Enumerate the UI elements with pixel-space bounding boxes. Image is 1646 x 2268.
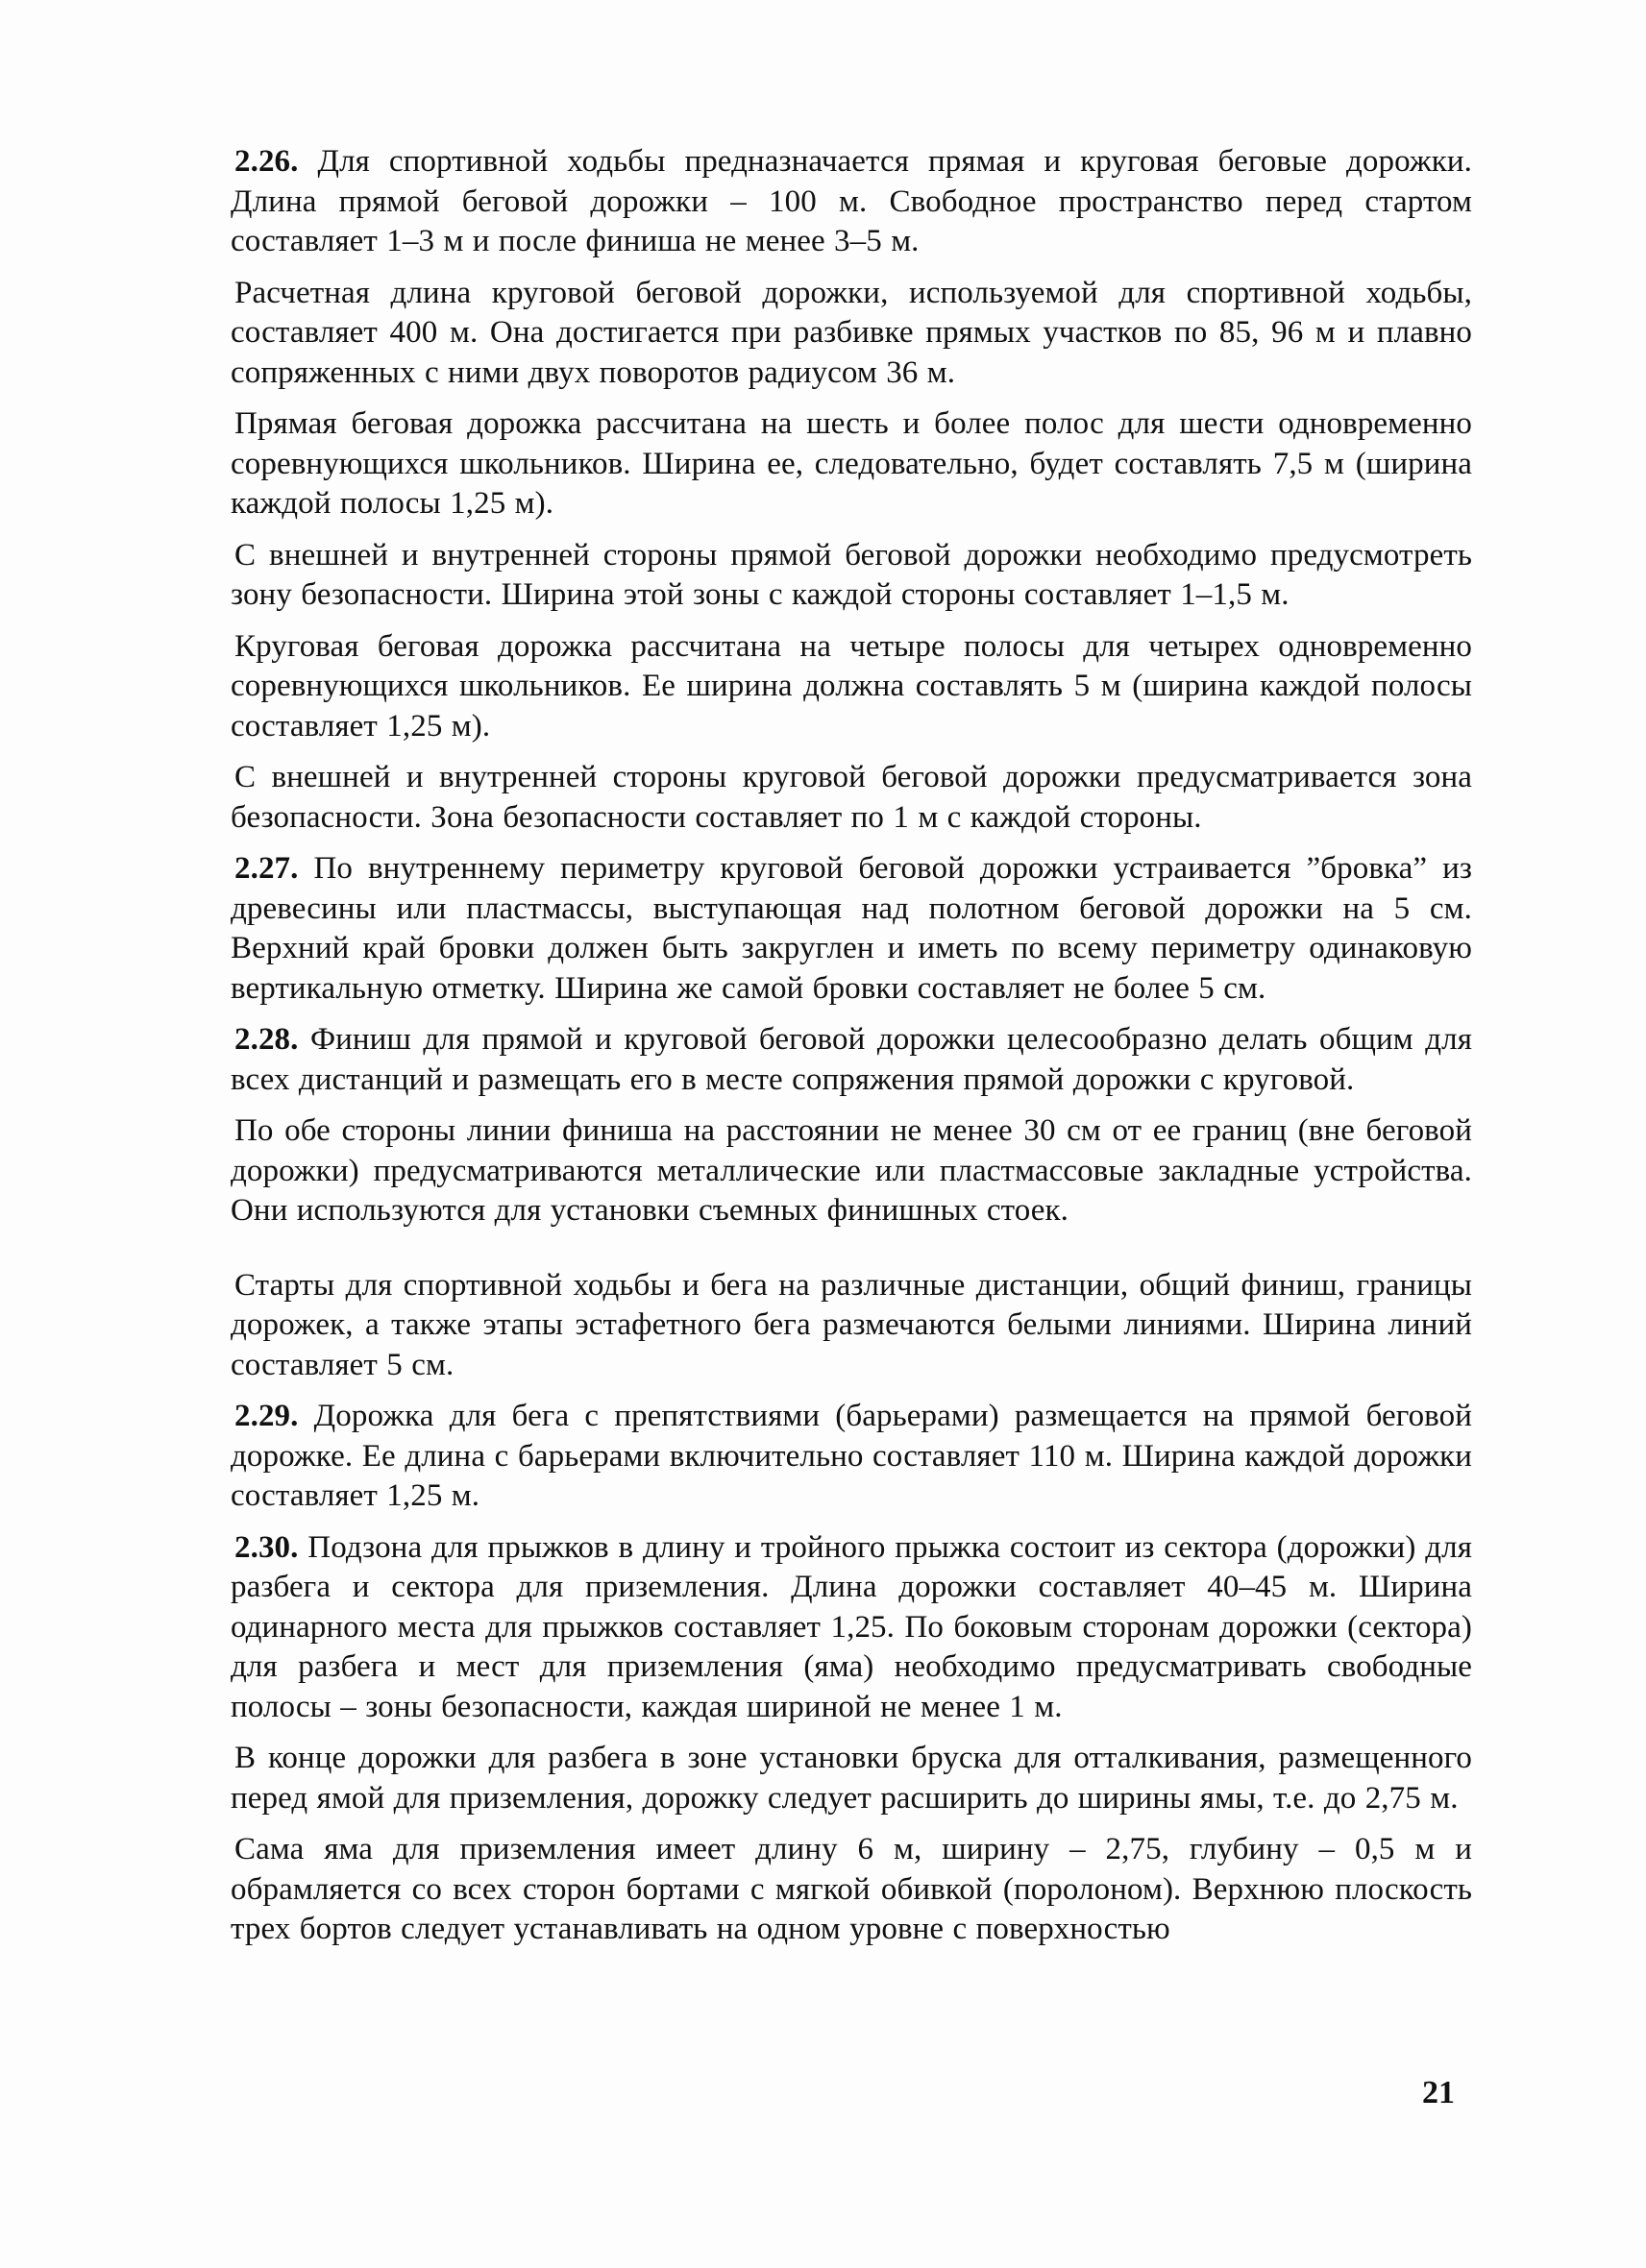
- paragraph-circular-track-lanes: [231, 627, 1472, 747]
- paragraph-landing-pit: [231, 1830, 1472, 1950]
- paragraph-text: Для спортивной ходьбы предназначается прямая и круговая беговые дорожки. Длина прямой беговой дорожки – 100 м. Свободное пространство перед стартом составляет 1–3 м и после финиша не менее 3–5 м.: [231, 144, 1472, 258]
- paragraph-circular-track-length: [231, 274, 1472, 394]
- paragraph-runway-widening: [231, 1739, 1472, 1818]
- paragraph-text: По обе стороны линии финиша на расстоянии не менее 30 см от ее границ (вне беговой дорожки) предусматриваются металлические или пластмассовые закладные устройства. Они используются для установки съемных финишных стоек.: [231, 1113, 1472, 1228]
- paragraph-text: Расчетная длина круговой беговой дорожки, используемой для спортивной ходьбы, составляет 400 м. Она достигается при разбивке прямых участков по 85, 96 м и плавно сопряженных с ними двух поворотов радиусом 36 м.: [231, 275, 1472, 390]
- paragraph-text: В конце дорожки для разбега в зоне установки бруска для отталкивания, размещенного перед ямой для приземления, дорожку следует расширить до ширины ямы, т.е. до 2,75 м.: [231, 1741, 1472, 1816]
- paragraph-text: Подзона для прыжков в длину и тройного прыжка состоит из сектора (дорожки) для разбега и сектора для приземления. Длина дорожки составляет 40–45 м. Ширина одинарного места для прыжков составляет 1,25. По боковым сторонам дорожки (сектора) для разбега и мест для приземления (яма) необходимо предусматривать свободные полосы – зоны безопасности, каждая шириной не менее 1 м.: [231, 1529, 1472, 1724]
- paragraph-text: Финиш для прямой и круговой беговой дорожки целесообразно делать общим для всех дистанций и размещать его в месте сопряжения прямой дорожки с круговой.: [231, 1022, 1472, 1097]
- section-number: 2.28.: [234, 1022, 299, 1057]
- section-number: 2.30.: [234, 1529, 299, 1565]
- paragraph-2-27: [231, 849, 1472, 1009]
- paragraph-straight-track-safety-zone: [231, 536, 1472, 616]
- paragraph-2-26: [231, 142, 1472, 262]
- text-column: [231, 142, 1472, 1962]
- paragraph-text: По внутреннему периметру круговой беговой дорожки устраивается ”бровка” из древесины или пластмассы, выступающая над полотном беговой дорожки на 5 см. Верхний край бровки должен быть закруглен и иметь по всему периметру одинаковую вертикальную отметку. Ширина же самой бровки составляет не более 5 см.: [231, 851, 1472, 1006]
- paragraph-text: Старты для спортивной ходьбы и бега на различные дистанции, общий финиш, границы дорожек, а также этапы эстафетного бега размечаются белыми линиями. Ширина линий составляет 5 см.: [231, 1267, 1472, 1382]
- paragraph-text: Сама яма для приземления имеет длину 6 м, ширину – 2,75, глубину – 0,5 м и обрамляется со всех сторон бортами с мягкой обивкой (поролоном). Верхнюю плоскость трех бортов следует устанавливать на одном уровне с поверхностью: [231, 1832, 1472, 1946]
- paragraph-finish-line-fixtures: [231, 1111, 1472, 1232]
- paragraph-circular-track-safety-zone: [231, 758, 1472, 838]
- paragraph-2-30: [231, 1528, 1472, 1728]
- paragraph-track-markings: [231, 1266, 1472, 1386]
- paragraph-text: С внешней и внутренней стороны прямой беговой дорожки необходимо предусмотреть зону безопасности. Ширина этой зоны с каждой стороны составляет 1–1,5 м.: [231, 537, 1472, 612]
- section-number: 2.29.: [234, 1399, 299, 1433]
- paragraph-text: С внешней и внутренней стороны круговой беговой дорожки предусматривается зона безопасности. Зона безопасности составляет по 1 м с каждой стороны.: [231, 760, 1472, 835]
- paragraph-text: Прямая беговая дорожка рассчитана на шесть и более полос для шести одновременно соревнующихся школьников. Ширина ее, следовательно, будет составлять 7,5 м (ширина каждой полосы 1,25 м).: [231, 406, 1472, 521]
- section-number: 2.27.: [234, 851, 299, 886]
- section-number: 2.26.: [234, 144, 299, 179]
- paragraph-text: Круговая беговая дорожка рассчитана на четыре полосы для четырех одновременно соревнующихся школьников. Ее ширина должна составлять 5 м (ширина каждой полосы составляет 1,25 м).: [231, 628, 1472, 744]
- paragraph-2-28: [231, 1020, 1472, 1100]
- paragraph-2-29: [231, 1397, 1472, 1517]
- page-number: 21: [1422, 2075, 1455, 2110]
- paragraph-text: Дорожка для бега с препятствиями (барьерами) размещается на прямой беговой дорожке. Ее длина с барьерами включительно составляет 110 м. Ширина каждой дорожки составляет 1,25 м.: [231, 1399, 1472, 1513]
- paragraph-straight-track-lanes: [231, 404, 1472, 524]
